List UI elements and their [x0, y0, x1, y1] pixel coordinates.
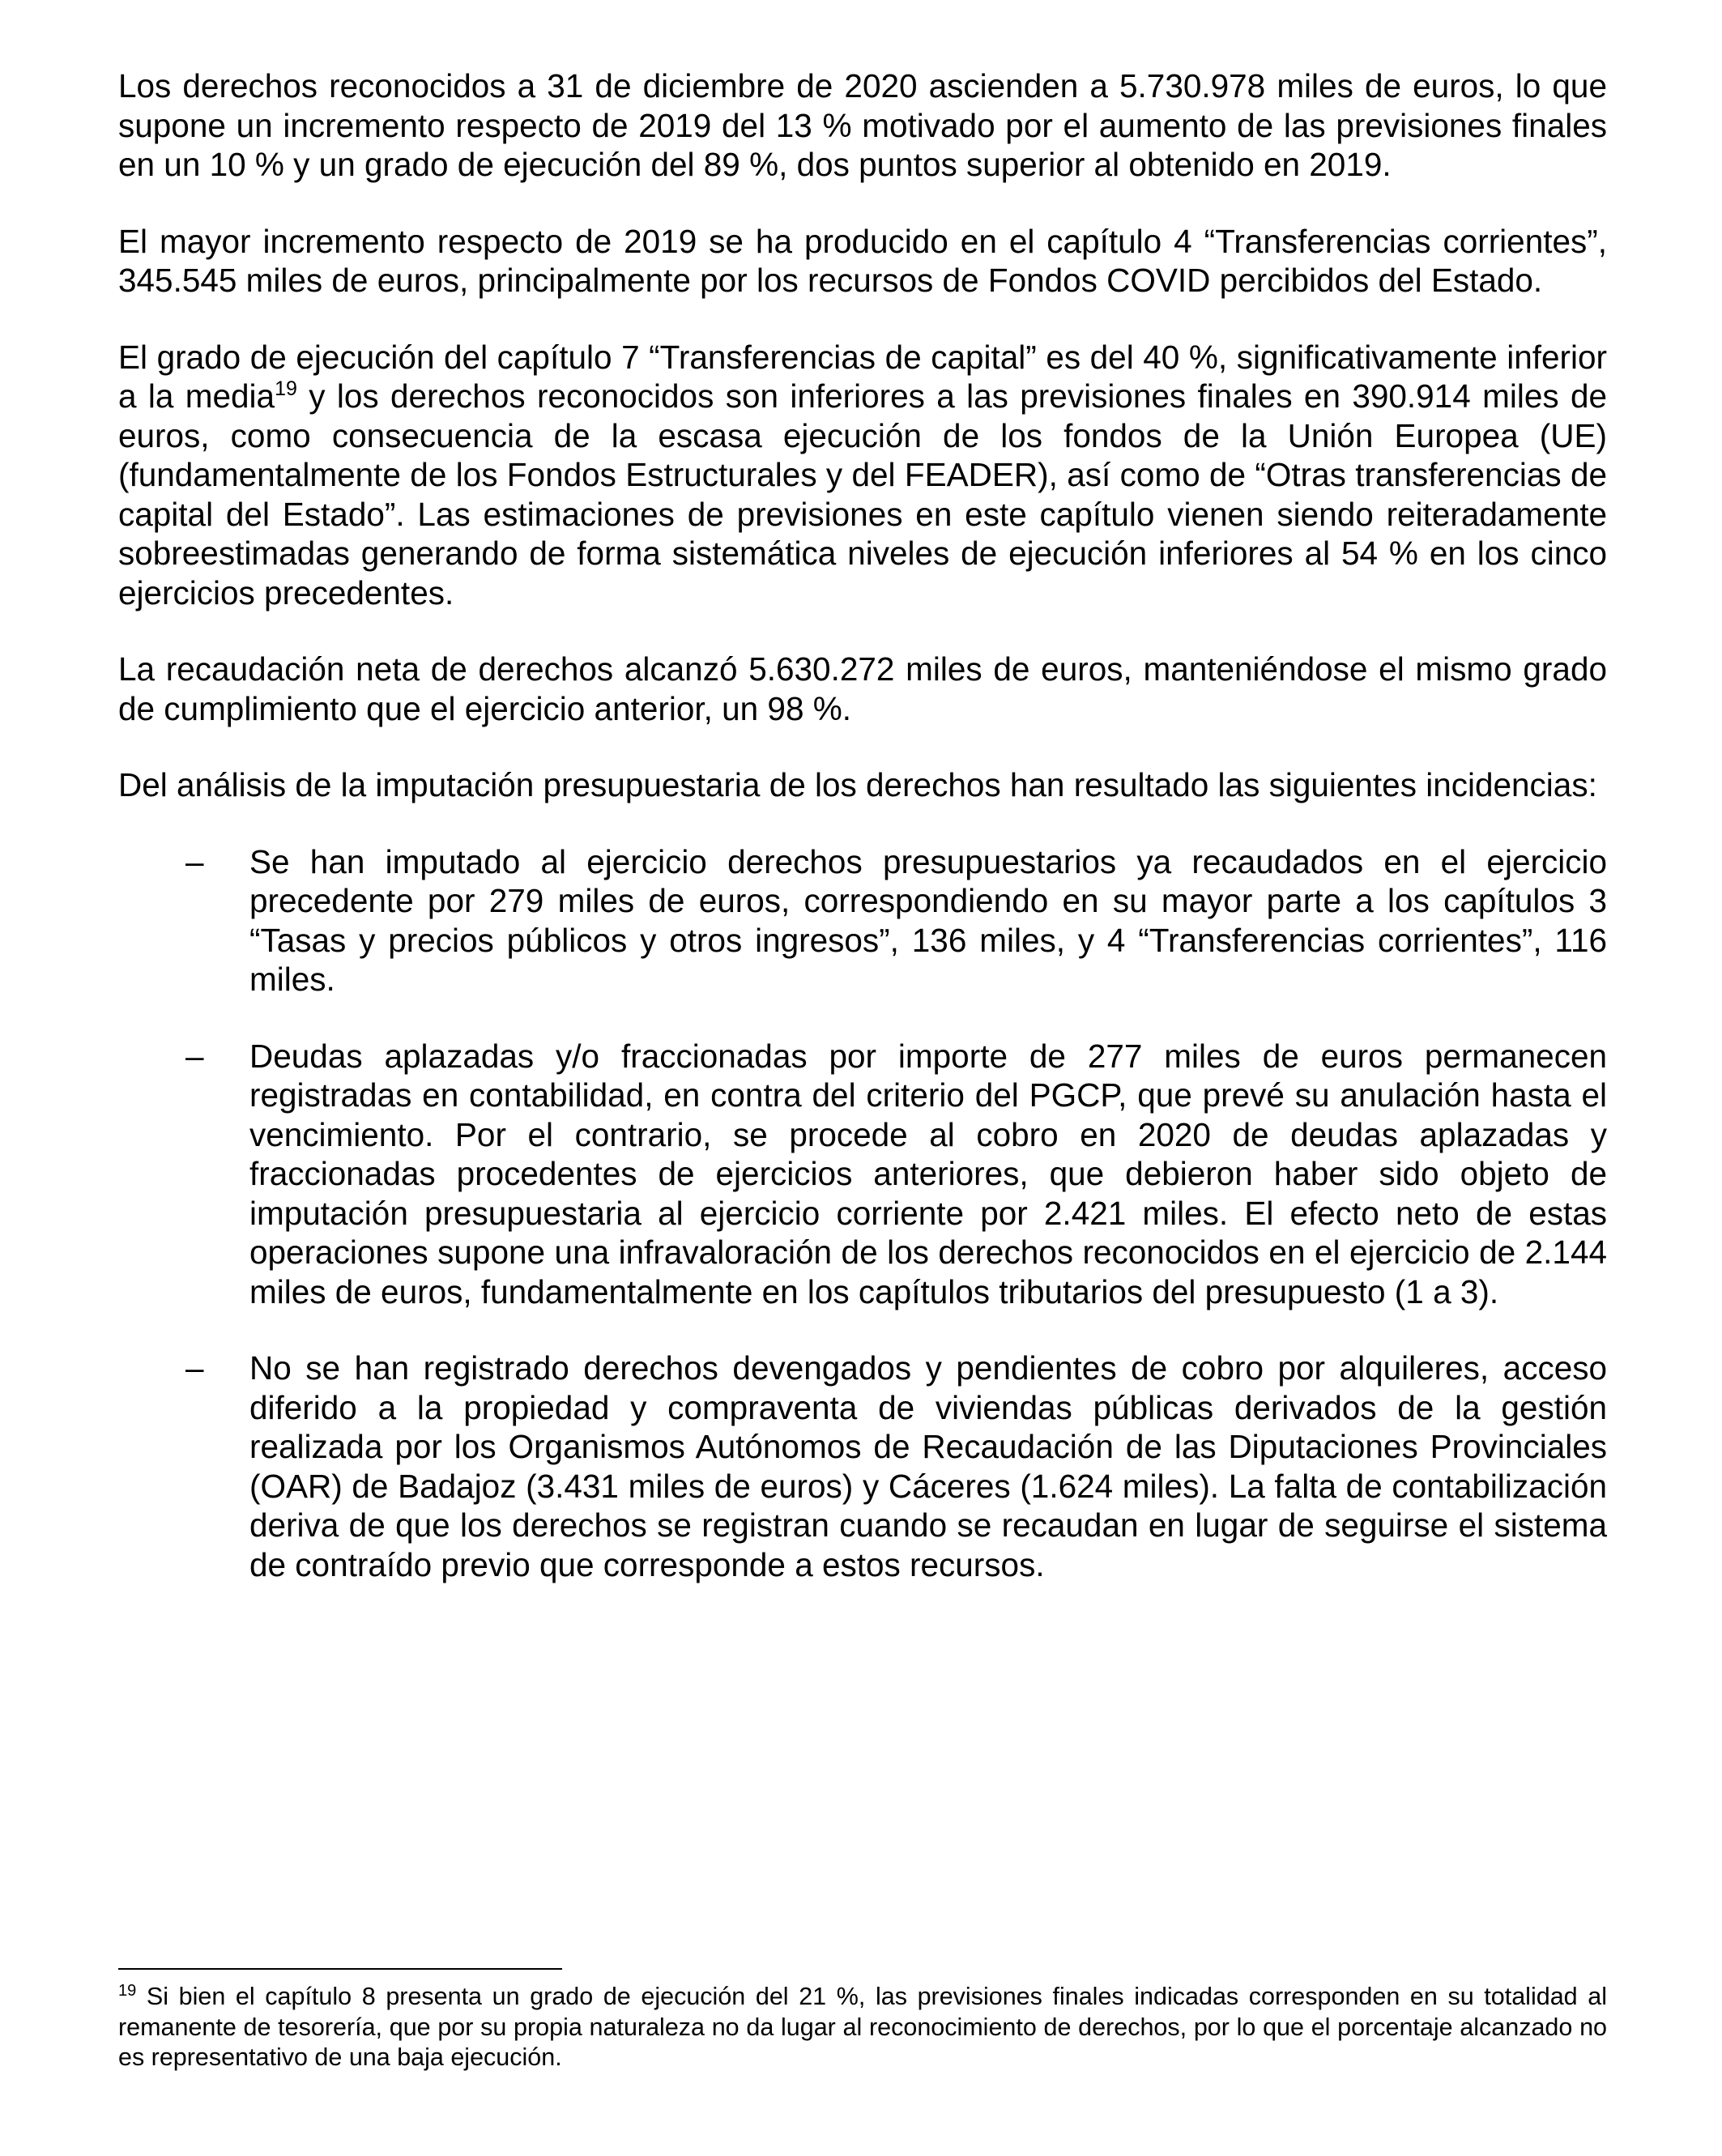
- footnote-text: Si bien el capítulo 8 presenta un grado de ejecución del 21 %, las previsiones finales indicadas corresponden en su totalidad al remanente de tesorería, que por su propia naturaleza no da lugar al reconocimiento de derechos, por lo que el porcentaje alcanzado no es representativo de una baja ejecución.: [118, 1983, 1607, 2071]
- dash-bullet-icon: –: [185, 1037, 204, 1075]
- dash-bullet-icon: –: [185, 842, 204, 880]
- paragraph-derechos-reconocidos: Los derechos reconocidos a 31 de diciembre de 2020 ascienden a 5.730.978 miles de euros, lo que supone un incremento respecto de 2019 del 13 % motivado por el aumento de las previsiones finales en un 10 % y un grado de ejecución del 89 %, dos puntos superior al obtenido en 2019.: [118, 67, 1607, 183]
- footnote-divider: [118, 1968, 562, 1970]
- footnote-reference: 19: [275, 377, 297, 400]
- paragraph-mayor-incremento: El mayor incremento respecto de 2019 se ha producido en el capítulo 4 “Transferencias corrientes”, 345.545 miles de euros, principalmente por los recursos de Fondos COVID percibidos del Estado.: [118, 222, 1607, 299]
- paragraph-capitulo-7-text-b: y los derechos reconocidos son inferiores a las previsiones finales en 390.914 miles de euros, como consecuencia de la escasa ejecución de los fondos de la Unión Europea (UE) (fundamentalmente de los Fondos Estructurales y del FEADER), así como de “Otras transferencias de capital del Estado”. Las estimaciones de previsiones en este capítulo vienen siendo reiteradamente sobreestimadas generando de forma sistemática niveles de ejecución inferiores al 54 % en los cinco ejercicios precedentes.: [118, 377, 1607, 611]
- incidencias-list: [118, 842, 1607, 1585]
- paragraph-analisis-imputacion: Del análisis de la imputación presupuestaria de los derechos han resultado las siguientes incidencias:: [118, 766, 1597, 803]
- footnote-number: 19: [118, 1982, 137, 2000]
- document-body: [118, 66, 1607, 1621]
- list-item-text: Se han imputado al ejercicio derechos presupuestarios ya recaudados en el ejercicio precedente por 279 miles de euros, correspondiendo en su mayor parte a los capítulos 3 “Tasas y precios públicos y otros ingresos”, 136 miles, y 4 “Transferencias corrientes”, 116 miles.: [249, 842, 1607, 998]
- footnote: [118, 1982, 1607, 2073]
- list-item: [118, 1037, 1607, 1312]
- list-item: [118, 842, 1607, 999]
- list-item: [118, 1349, 1607, 1584]
- paragraph-recaudacion-neta: La recaudación neta de derechos alcanzó 5.630.272 miles de euros, manteniéndose el mismo grado de cumplimiento que el ejercicio anterior, un 98 %.: [118, 650, 1607, 727]
- list-item-text: No se han registrado derechos devengados y pendientes de cobro por alquileres, acceso diferido a la propiedad y compraventa de viviendas públicas derivados de la gestión realizada por los Organismos Autónomos de Recaudación de las Diputaciones Provinciales (OAR) de Badajoz (3.431 miles de euros) y Cáceres (1.624 miles). La falta de contabilización deriva de que los derechos se registran cuando se recaudan en lugar de seguirse el sistema de contraído previo que corresponde a estos recursos.: [249, 1349, 1607, 1583]
- paragraph-capitulo-7: [118, 338, 1607, 613]
- paragraph-capitulo-7-text-a: El grado de ejecución del capítulo 7 “Transferencias de capital” es del 40 %, significativamente inferior a la media: [118, 338, 1607, 415]
- list-item-text: Deudas aplazadas y/o fraccionadas por importe de 277 miles de euros permanecen registradas en contabilidad, en contra del criterio del PGCP, que prevé su anulación hasta el vencimiento. Por el contrario, se procede al cobro en 2020 de deudas aplazadas y fraccionadas procedentes de ejercicios anteriores, que debieron haber sido objeto de imputación presupuestaria al ejercicio corriente por 2.421 miles. El efecto neto de estas operaciones supone una infravaloración de los derechos reconocidos en el ejercicio de 2.144 miles de euros, fundamentalmente en los capítulos tributarios del presupuesto (1 a 3).: [249, 1037, 1607, 1310]
- dash-bullet-icon: –: [185, 1349, 204, 1387]
